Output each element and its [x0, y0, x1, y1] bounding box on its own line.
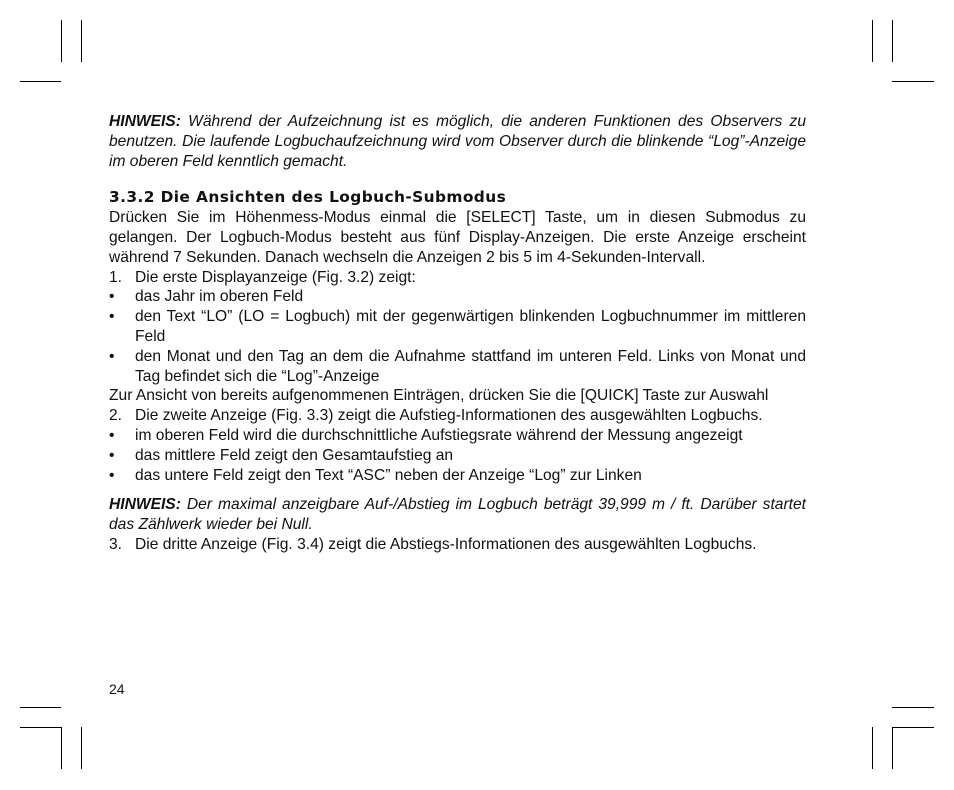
item-text: Die zweite Anzeige (Fig. 3.3) zeigt die Aufstieg-Informationen des ausgewählten Logbuchs. — [135, 407, 763, 425]
bullet-marker: • — [109, 347, 115, 365]
crop-mark — [892, 20, 893, 62]
crop-mark — [20, 707, 61, 708]
note-paragraph — [109, 495, 806, 535]
crop-mark — [892, 707, 934, 708]
crop-mark — [81, 20, 82, 62]
bullet-marker: • — [109, 288, 115, 306]
page-number: 24 — [109, 681, 125, 697]
item-number: 2. — [109, 407, 123, 425]
note-paragraph — [109, 112, 806, 171]
note-text: Während der Aufzeichnung ist es möglich, die anderen Funktionen des Observers zu benutzen. Die laufende Logbuchaufzeichnung wird vom Observer durch die blinkende “Log”-Anzeige im oberen Feld kenntlich gemacht. — [109, 113, 806, 170]
numbered-item — [109, 406, 806, 426]
crop-mark — [61, 20, 62, 62]
item-text: Die dritte Anzeige (Fig. 3.4) zeigt die Abstiegs-Informationen des ausgewählten Logbuchs. — [135, 535, 757, 553]
bullet-text: den Monat und den Tag an dem die Aufnahme stattfand im unteren Feld. Links von Monat und Tag befindet sich die “Log”-Anzeige — [135, 347, 806, 385]
bullet-item — [109, 287, 806, 307]
numbered-item — [109, 535, 806, 555]
bullet-item — [109, 446, 806, 466]
crop-mark — [872, 727, 873, 769]
numbered-item — [109, 268, 806, 288]
bullet-item — [109, 307, 806, 347]
bullet-item — [109, 466, 806, 486]
crop-mark — [872, 20, 873, 62]
bullet-text: das Jahr im oberen Feld — [135, 288, 304, 306]
item-text: Die erste Displayanzeige (Fig. 3.2) zeigt: — [135, 268, 416, 286]
intro-paragraph: Drücken Sie im Höhenmess-Modus einmal die [SELECT] Taste, um in diesen Submodus zu gelangen. Der Logbuch-Modus besteht aus fünf Display-Anzeigen. Die erste Anzeige erscheint während 7 Sekunden. Danach wechseln die Anzeigen 2 bis 5 im 4-Sekunden-Intervall. — [109, 209, 806, 266]
page-content — [109, 112, 806, 555]
bullet-text: den Text “LO” (LO = Logbuch) mit der gegenwärtigen blinkenden Logbuchnummer im mittleren Feld — [135, 308, 806, 345]
bullet-text: das mittlere Feld zeigt den Gesamtaufstieg an — [135, 446, 454, 464]
note-label: HINWEIS: — [109, 496, 181, 514]
bullet-text: im oberen Feld wird die durchschnittliche Aufstiegsrate während der Messung angezeigt — [135, 426, 743, 444]
bullet-item — [109, 426, 806, 446]
body-paragraph: Zur Ansicht von bereits aufgenommenen Einträgen, drücken Sie die [QUICK] Taste zur Auswahl — [109, 387, 769, 405]
crop-mark — [892, 81, 934, 82]
crop-mark — [892, 727, 934, 728]
crop-mark — [892, 727, 893, 769]
bullet-text: das untere Feld zeigt den Text “ASC” neben der Anzeige “Log” zur Linken — [135, 466, 642, 484]
section-heading: 3.3.2 Die Ansichten des Logbuch-Submodus — [109, 188, 507, 207]
bullet-marker: • — [109, 466, 115, 484]
crop-mark — [20, 727, 61, 728]
crop-mark — [81, 727, 82, 769]
bullet-marker: • — [109, 308, 115, 326]
note-text: Der maximal anzeigbare Auf-/Abstieg im Logbuch beträgt 39,999 m / ft. Darüber startet das Zählwerk wieder bei Null. — [109, 496, 806, 534]
item-number: 3. — [109, 535, 123, 553]
bullet-marker: • — [109, 426, 115, 444]
item-number: 1. — [109, 268, 123, 286]
note-label: HINWEIS: — [109, 113, 181, 130]
crop-mark — [61, 727, 62, 769]
crop-mark — [20, 81, 61, 82]
bullet-item — [109, 347, 806, 387]
bullet-marker: • — [109, 446, 115, 464]
